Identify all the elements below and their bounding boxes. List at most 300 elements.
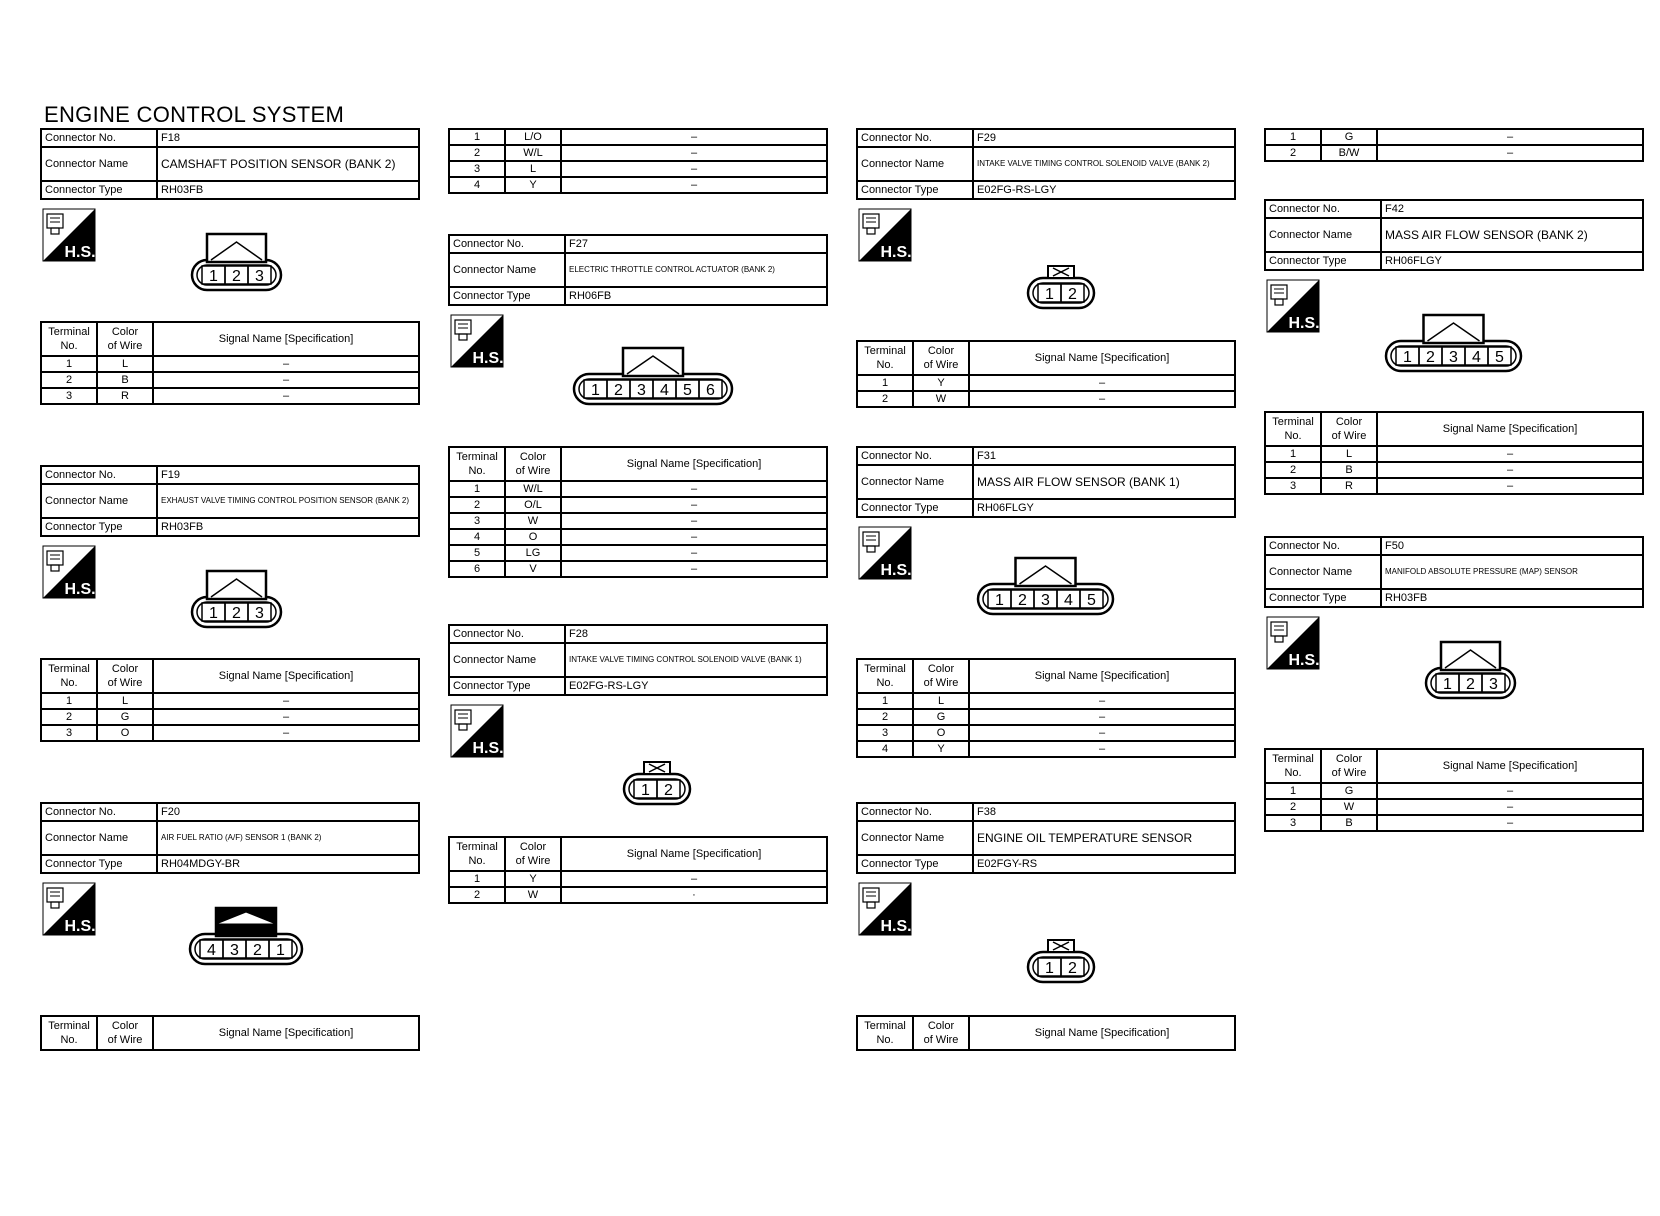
connector-no-value: F20 xyxy=(157,803,419,821)
color-of-wire-header-line1: Color xyxy=(111,1020,139,1032)
pin-label: 5 xyxy=(1087,592,1096,609)
table-row xyxy=(449,497,827,513)
color-of-wire-header xyxy=(1321,749,1377,783)
connector-block-f20 xyxy=(40,802,420,1046)
connector-no-label: Connector No. xyxy=(449,235,565,253)
connector-name-value: EXHAUST VALVE TIMING CONTROL POSITION SENSOR (BANK 2) xyxy=(157,484,419,518)
hs-label: H.S. xyxy=(472,350,504,367)
pin-label: 2 xyxy=(614,382,623,399)
connector-no-label: Connector No. xyxy=(41,129,157,147)
terminal-header-row xyxy=(857,1016,1235,1050)
pin-label: 4 xyxy=(660,382,669,399)
connector-name-value: MASS AIR FLOW SENSOR (BANK 1) xyxy=(973,465,1235,499)
connector-type-label: Connector Type xyxy=(449,677,565,695)
color-of-wire-header-line1: Color xyxy=(927,663,955,675)
terminal-no-header-line2: No. xyxy=(876,677,894,689)
terminal-no-cell: 2 xyxy=(449,497,505,513)
color-of-wire-header-line1: Color xyxy=(927,1020,955,1032)
terminal-table xyxy=(40,321,420,405)
signal-name-cell: – xyxy=(1377,815,1643,831)
connector-diagram xyxy=(1382,313,1525,382)
connector-no-row xyxy=(41,129,419,147)
terminal-header-row xyxy=(857,341,1235,375)
connector-block-f38-continued xyxy=(1264,128,1644,162)
pin-label: 2 xyxy=(664,782,673,799)
table-row xyxy=(857,709,1235,725)
table-row xyxy=(449,561,827,577)
hs-label: H.S. xyxy=(64,918,96,935)
hs-label: H.S. xyxy=(472,740,504,757)
pin-label: 3 xyxy=(230,942,239,959)
connector-name-value: MASS AIR FLOW SENSOR (BANK 2) xyxy=(1381,218,1643,252)
wire-color-cell: Y xyxy=(505,177,561,193)
color-of-wire-header-line2: of Wire xyxy=(923,677,959,689)
connector-name-label: Connector Name xyxy=(857,465,973,499)
wire-color-cell: G xyxy=(1321,783,1377,799)
connector-name-row xyxy=(857,147,1235,181)
terminal-no-header-line2: No. xyxy=(60,1034,78,1046)
pin-label: 1 xyxy=(276,942,285,959)
terminal-no-cell: 3 xyxy=(1265,478,1321,494)
pin-label: 1 xyxy=(591,382,600,399)
connector-block-f28 xyxy=(448,624,828,901)
signal-name-cell: – xyxy=(153,725,419,741)
pin-label: 2 xyxy=(1068,286,1077,303)
wire-color-cell: L xyxy=(1321,446,1377,462)
color-of-wire-header-line2: of Wire xyxy=(1331,767,1367,779)
connector-type-label: Connector Type xyxy=(449,287,565,305)
hs-icon xyxy=(450,314,504,368)
terminal-no-header xyxy=(449,837,505,871)
signal-name-cell: – xyxy=(153,388,419,404)
table-row xyxy=(449,545,827,561)
connector-block-f27 xyxy=(448,234,828,575)
table-row xyxy=(1265,129,1643,145)
table-row xyxy=(857,725,1235,741)
connector-type-value: RH06FLGY xyxy=(1381,252,1643,270)
pin-label: 1 xyxy=(1045,960,1054,977)
color-of-wire-header-line2: of Wire xyxy=(923,1034,959,1046)
terminal-no-cell: 3 xyxy=(41,388,97,404)
signal-name-cell: – xyxy=(969,375,1235,391)
color-of-wire-header xyxy=(505,447,561,481)
signal-name-cell: – xyxy=(561,129,827,145)
connector-type-row xyxy=(41,518,419,536)
connector-type-value: RH03FB xyxy=(157,181,419,199)
wire-color-cell: R xyxy=(97,388,153,404)
page-title: ENGINE CONTROL SYSTEM xyxy=(44,102,345,127)
pin-label: 1 xyxy=(641,782,650,799)
table-row xyxy=(449,871,827,887)
connector-name-value: ELECTRIC THROTTLE CONTROL ACTUATOR (BANK 2) xyxy=(565,253,827,287)
connector-name-value: ENGINE OIL TEMPERATURE SENSOR xyxy=(973,821,1235,855)
pin-label: 2 xyxy=(1018,592,1027,609)
signal-name-cell: – xyxy=(969,725,1235,741)
wire-color-cell: G xyxy=(1321,129,1377,145)
wire-color-cell: O xyxy=(505,529,561,545)
signal-name-header-line1: Signal Name [Specification] xyxy=(1442,423,1578,435)
pin-label: 5 xyxy=(1495,349,1504,366)
terminal-no-header-line1: Terminal xyxy=(456,841,498,853)
signal-name-header-line1: Signal Name [Specification] xyxy=(1034,1027,1170,1039)
connector-diagram xyxy=(188,232,285,301)
table-row xyxy=(1265,462,1643,478)
connector-name-row xyxy=(1265,218,1643,252)
wire-color-cell: W xyxy=(1321,799,1377,815)
hs-icon xyxy=(42,545,96,599)
connector-name-label: Connector Name xyxy=(449,253,565,287)
terminal-no-cell: 3 xyxy=(857,725,913,741)
signal-name-cell: – xyxy=(1377,478,1643,494)
connector-name-label: Connector Name xyxy=(857,821,973,855)
connector-name-row xyxy=(41,147,419,181)
signal-name-cell: – xyxy=(561,561,827,577)
signal-name-cell: – xyxy=(153,372,419,388)
signal-name-header xyxy=(1377,412,1643,446)
connector-type-label: Connector Type xyxy=(41,181,157,199)
table-row xyxy=(1265,145,1643,161)
table-row xyxy=(449,529,827,545)
connector-type-label: Connector Type xyxy=(857,499,973,517)
terminal-table xyxy=(40,658,420,742)
table-row xyxy=(41,356,419,372)
connector-name-value: INTAKE VALVE TIMING CONTROL SOLENOID VALVE (BANK 2) xyxy=(973,147,1235,181)
terminal-no-cell: 2 xyxy=(41,709,97,725)
color-of-wire-header-line2: of Wire xyxy=(107,340,143,352)
pin-label: 1 xyxy=(1443,676,1452,693)
wire-color-cell: G xyxy=(97,709,153,725)
connector-no-row xyxy=(41,466,419,484)
terminal-no-header-line2: No. xyxy=(1284,430,1302,442)
connector-lock xyxy=(1441,642,1500,670)
connector-info-table xyxy=(856,446,1236,518)
pin-label: 1 xyxy=(1045,286,1054,303)
connector-info-table xyxy=(856,802,1236,874)
terminal-no-cell: 1 xyxy=(1265,129,1321,145)
wire-color-cell: B xyxy=(1321,462,1377,478)
connector-block-f38 xyxy=(856,802,1236,1046)
signal-name-header xyxy=(153,659,419,693)
color-of-wire-header-line1: Color xyxy=(519,841,547,853)
table-row xyxy=(1265,799,1643,815)
connector-type-row xyxy=(41,181,419,199)
hs-label: H.S. xyxy=(1288,315,1320,332)
terminal-table xyxy=(448,836,828,904)
pin-label: 2 xyxy=(253,942,262,959)
pin-label: 3 xyxy=(255,268,264,285)
hs-icon xyxy=(858,882,912,936)
terminal-table xyxy=(40,1015,420,1051)
signal-name-cell: – xyxy=(561,871,827,887)
table-row xyxy=(41,709,419,725)
terminal-no-header xyxy=(41,322,97,356)
connector-info-table xyxy=(40,128,420,200)
connector-diagram xyxy=(974,556,1117,625)
connector-type-label: Connector Type xyxy=(1265,252,1381,270)
color-of-wire-header xyxy=(913,1016,969,1050)
terminal-table xyxy=(856,340,1236,408)
connector-type-row xyxy=(857,855,1235,873)
pin-label: 4 xyxy=(1472,349,1481,366)
connector-type-value: RH04MDGY-BR xyxy=(157,855,419,873)
connector-no-value: F31 xyxy=(973,447,1235,465)
wire-color-cell: V xyxy=(505,561,561,577)
table-row xyxy=(1265,478,1643,494)
pin-label: 3 xyxy=(1449,349,1458,366)
terminal-no-cell: 2 xyxy=(449,887,505,903)
connector-info-table xyxy=(856,128,1236,200)
pin-label: 4 xyxy=(1064,592,1073,609)
hs-label: H.S. xyxy=(64,581,96,598)
table-row xyxy=(449,145,827,161)
connector-type-label: Connector Type xyxy=(857,181,973,199)
connector-type-value: RH03FB xyxy=(1381,589,1643,607)
signal-name-header-line1: Signal Name [Specification] xyxy=(626,458,762,470)
connector-name-label: Connector Name xyxy=(1265,555,1381,589)
connector-diagram xyxy=(620,746,694,815)
terminal-no-cell: 2 xyxy=(1265,799,1321,815)
wire-color-cell: B xyxy=(97,372,153,388)
connector-diagram xyxy=(188,569,285,638)
terminal-no-header-line1: Terminal xyxy=(864,1020,906,1032)
pin-label: 5 xyxy=(683,382,692,399)
wire-color-cell: Y xyxy=(913,375,969,391)
hs-icon xyxy=(858,208,912,262)
pin-label: 1 xyxy=(995,592,1004,609)
connector-no-label: Connector No. xyxy=(1265,537,1381,555)
connector-diagram xyxy=(1422,640,1519,709)
terminal-no-header-line2: No. xyxy=(876,359,894,371)
table-row xyxy=(449,481,827,497)
hs-label: H.S. xyxy=(880,562,912,579)
color-of-wire-header-line2: of Wire xyxy=(515,465,551,477)
connector-info-table xyxy=(448,624,828,696)
connector-no-label: Connector No. xyxy=(857,803,973,821)
pin-label: 4 xyxy=(207,942,216,959)
terminal-no-cell: 1 xyxy=(1265,446,1321,462)
connector-lock xyxy=(207,234,266,262)
terminal-header-row xyxy=(1265,749,1643,783)
connector-type-value: E02FG-RS-LGY xyxy=(565,677,827,695)
pin-label: 1 xyxy=(209,268,218,285)
terminal-no-cell: 1 xyxy=(1265,783,1321,799)
terminal-no-cell: 1 xyxy=(449,481,505,497)
terminal-no-header-line2: No. xyxy=(1284,767,1302,779)
terminal-no-header xyxy=(857,659,913,693)
hs-label: H.S. xyxy=(64,244,96,261)
terminal-no-cell: 2 xyxy=(1265,145,1321,161)
wire-color-cell: L xyxy=(913,693,969,709)
color-of-wire-header xyxy=(913,341,969,375)
terminal-table xyxy=(448,446,828,578)
connector-no-value: F28 xyxy=(565,625,827,643)
table-row xyxy=(449,513,827,529)
connector-type-value: RH06FLGY xyxy=(973,499,1235,517)
signal-name-header-line1: Signal Name [Specification] xyxy=(218,1027,354,1039)
terminal-no-header-line2: No. xyxy=(60,677,78,689)
terminal-no-cell: 1 xyxy=(41,356,97,372)
connector-type-row xyxy=(1265,589,1643,607)
connector-diagram xyxy=(570,346,736,415)
color-of-wire-header xyxy=(505,837,561,871)
connector-no-row xyxy=(449,235,827,253)
terminal-no-header-line1: Terminal xyxy=(864,663,906,675)
connector-block-f31 xyxy=(856,446,1236,755)
hs-label: H.S. xyxy=(880,918,912,935)
terminal-no-header-line1: Terminal xyxy=(48,326,90,338)
color-of-wire-header-line1: Color xyxy=(1335,416,1363,428)
connector-name-label: Connector Name xyxy=(857,147,973,181)
connector-name-label: Connector Name xyxy=(449,643,565,677)
connector-no-value: F50 xyxy=(1381,537,1643,555)
hs-icon xyxy=(450,704,504,758)
connector-block-f18 xyxy=(40,128,420,402)
signal-name-cell: – xyxy=(561,161,827,177)
terminal-table xyxy=(856,658,1236,758)
pin-label: 6 xyxy=(706,382,715,399)
signal-name-cell: – xyxy=(561,513,827,529)
color-of-wire-header-line2: of Wire xyxy=(1331,430,1367,442)
connector-type-label: Connector Type xyxy=(1265,589,1381,607)
wire-color-cell: W/L xyxy=(505,145,561,161)
signal-name-header xyxy=(153,1016,419,1050)
wire-color-cell: W xyxy=(913,391,969,407)
connector-no-value: F42 xyxy=(1381,200,1643,218)
terminal-no-header-line1: Terminal xyxy=(1272,416,1314,428)
hs-label: H.S. xyxy=(880,244,912,261)
table-row xyxy=(857,693,1235,709)
connector-block-f29 xyxy=(856,128,1236,405)
terminal-no-header xyxy=(449,447,505,481)
connector-type-row xyxy=(41,855,419,873)
table-row xyxy=(1265,783,1643,799)
signal-name-cell: – xyxy=(969,741,1235,757)
pin-label: 2 xyxy=(232,268,241,285)
connector-no-value: F27 xyxy=(565,235,827,253)
terminal-no-cell: 4 xyxy=(857,741,913,757)
terminal-no-cell: 3 xyxy=(41,725,97,741)
terminal-header-row xyxy=(857,659,1235,693)
signal-name-cell: – xyxy=(1377,145,1643,161)
terminal-table xyxy=(1264,128,1644,162)
table-row xyxy=(449,887,827,903)
connector-name-label: Connector Name xyxy=(41,147,157,181)
wire-color-cell: O/L xyxy=(505,497,561,513)
connector-block-f42 xyxy=(1264,199,1644,492)
hs-icon xyxy=(42,208,96,262)
connector-name-label: Connector Name xyxy=(41,484,157,518)
terminal-no-header-line2: No. xyxy=(468,855,486,867)
connector-info-table xyxy=(1264,199,1644,271)
connector-lock xyxy=(207,571,266,599)
connector-no-value: F29 xyxy=(973,129,1235,147)
table-row xyxy=(857,391,1235,407)
connector-type-row xyxy=(857,499,1235,517)
pin-label: 2 xyxy=(1068,960,1077,977)
signal-name-cell: – xyxy=(561,145,827,161)
connector-no-value: F19 xyxy=(157,466,419,484)
pin-label: 3 xyxy=(1041,592,1050,609)
connector-no-row xyxy=(449,625,827,643)
terminal-no-cell: 4 xyxy=(449,529,505,545)
table-row xyxy=(41,388,419,404)
table-row xyxy=(857,375,1235,391)
connector-type-label: Connector Type xyxy=(857,855,973,873)
signal-name-header xyxy=(969,659,1235,693)
table-row xyxy=(41,693,419,709)
connector-diagram xyxy=(1024,924,1098,993)
wire-color-cell: L xyxy=(505,161,561,177)
color-of-wire-header-line1: Color xyxy=(111,663,139,675)
wire-color-cell: B/W xyxy=(1321,145,1377,161)
terminal-no-header-line1: Terminal xyxy=(1272,753,1314,765)
terminal-table xyxy=(1264,748,1644,832)
terminal-no-cell: 1 xyxy=(857,693,913,709)
signal-name-header xyxy=(969,1016,1235,1050)
color-of-wire-header-line1: Color xyxy=(111,326,139,338)
signal-name-header-line1: Signal Name [Specification] xyxy=(1442,760,1578,772)
terminal-no-cell: 1 xyxy=(449,871,505,887)
wire-color-cell: R xyxy=(1321,478,1377,494)
connector-name-value: AIR FUEL RATIO (A/F) SENSOR 1 (BANK 2) xyxy=(157,821,419,855)
table-row xyxy=(1265,815,1643,831)
connector-no-value: F38 xyxy=(973,803,1235,821)
connector-type-row xyxy=(857,181,1235,199)
signal-name-cell: – xyxy=(561,497,827,513)
connector-no-label: Connector No. xyxy=(857,129,973,147)
color-of-wire-header xyxy=(97,1016,153,1050)
wire-color-cell: L xyxy=(97,356,153,372)
connector-type-row xyxy=(449,677,827,695)
wire-color-cell: G xyxy=(913,709,969,725)
signal-name-cell: – xyxy=(969,709,1235,725)
connector-no-row xyxy=(857,129,1235,147)
connector-name-label: Connector Name xyxy=(1265,218,1381,252)
pin-label: 2 xyxy=(232,605,241,622)
table-row xyxy=(449,177,827,193)
connector-name-row xyxy=(857,821,1235,855)
signal-name-cell: – xyxy=(153,356,419,372)
terminal-no-header xyxy=(1265,749,1321,783)
connector-info-table xyxy=(40,465,420,537)
connector-name-row xyxy=(41,484,419,518)
signal-name-cell: – xyxy=(1377,783,1643,799)
connector-no-row xyxy=(1265,537,1643,555)
terminal-header-row xyxy=(41,1016,419,1050)
terminal-no-cell: 2 xyxy=(1265,462,1321,478)
pin-label: 3 xyxy=(1489,676,1498,693)
connector-info-table xyxy=(448,234,828,306)
connector-type-value: RH03FB xyxy=(157,518,419,536)
signal-name-header xyxy=(1377,749,1643,783)
pin-label: 3 xyxy=(637,382,646,399)
terminal-no-header-line2: No. xyxy=(468,465,486,477)
hs-icon xyxy=(42,882,96,936)
connector-no-value: F18 xyxy=(157,129,419,147)
connector-name-row xyxy=(449,253,827,287)
pin-label: 1 xyxy=(1403,349,1412,366)
connector-diagram xyxy=(186,906,306,975)
color-of-wire-header-line2: of Wire xyxy=(515,855,551,867)
color-of-wire-header-line1: Color xyxy=(1335,753,1363,765)
color-of-wire-header xyxy=(97,659,153,693)
signal-name-header-line1: Signal Name [Specification] xyxy=(1034,670,1170,682)
table-row xyxy=(857,741,1235,757)
connector-name-row xyxy=(449,643,827,677)
connector-no-row xyxy=(857,447,1235,465)
color-of-wire-header-line2: of Wire xyxy=(107,677,143,689)
color-of-wire-header-line1: Color xyxy=(519,451,547,463)
